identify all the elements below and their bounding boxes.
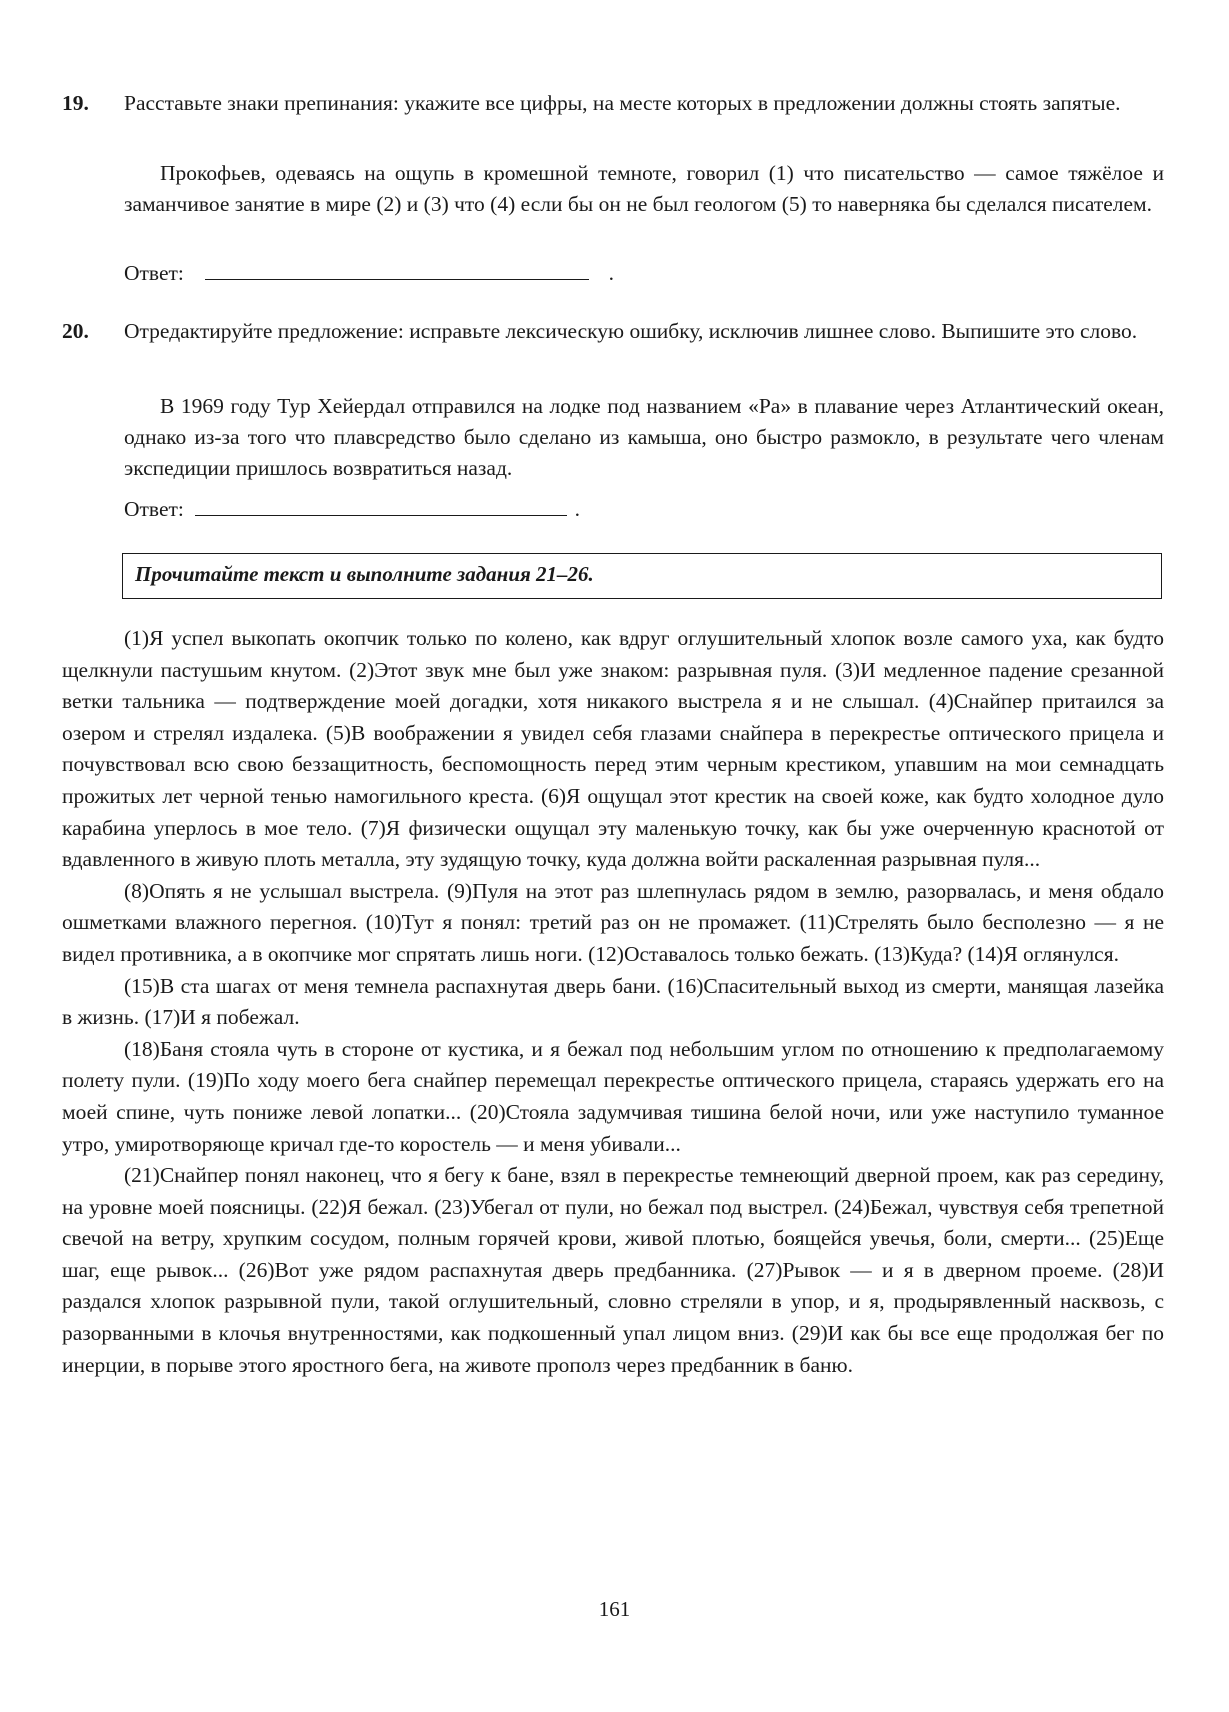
task-19-sentence: Прокофьев, одеваясь на ощупь в кромешной темноте, говорил (1) что писательство — самое тяжёлое и заманчивое занятие в мире (2) и (3) что (4) если бы он не был геологом (5) то наверняка бы сделался писателем.: [124, 161, 1164, 216]
task-19-answer-end: .: [608, 261, 614, 285]
page-number: 161: [598, 1597, 631, 1621]
task-19-answer: [124, 258, 614, 289]
task-19-number: 19.: [62, 91, 89, 115]
task-20: [62, 316, 1164, 347]
task-20-number: 20.: [62, 319, 89, 343]
reading-paragraph: (21)Снайпер понял наконец, что я бегу к бане, взял в перекрестье темнеющий дверной проем, как раз середину, на уровне моей поясницы. (22)Я бежал. (23)Убегал от пули, но бежал под выстрел. (24)Бежал, чувствуя себя трепетной свечой на ветру, хрупким сосудом, полным горячей крови, живой плотью, боящейся увечья, боли, смерти... (25)Еще шаг, еще рывок... (26)Вот уже рядом распахнутая дверь предбанника. (27)Рывок — и я в дверном проеме. (28)И раздался хлопок разрывной пули, такой оглушительный, словно стреляли в упор, и я, продырявленный насквозь, с разорванными в клочья внутренностями, как подкошенный упал лицом вниз. (29)И как бы все еще продолжая бег по инерции, в порыве этого яростного бега, на животе прополз через предбанник в баню.: [62, 1163, 1164, 1377]
task-20-sentence: В 1969 году Тур Хейердал отправился на лодке под названием «Ра» в плавание через Атлантический океан, однако из-за того что плавсредство было сделано из камыша, оно быстро размокло, в результате чего членам экспедиции пришлось возвратиться назад.: [124, 394, 1164, 480]
reading-paragraph: (1)Я успел выкопать окопчик только по колено, как вдруг оглушительный хлопок возле самого уха, как будто щелкнули пастушьим кнутом. (2)Этот звук мне был уже знаком: разрывная пуля. (3)И медленное падение срезанной ветки тальника — подтверждение моей догадки, хотя никакого выстрела я и не слышал. (4)Снайпер притаился за озером и стрелял издалека. (5)В воображении я увидел себя глазами снайпера в перекрестье оптического прицела и почувствовал всю свою беззащитность, беспомощность перед этим черным крестиком, упавшим на мои семнадцать прожитых лет черной тенью намогильного креста. (6)Я ощущал этот крестик на своей коже, как будто холодное дуло карабина уперлось в мое тело. (7)Я физически ощущал эту маленькую точку, как бы уже очерченную краснотой от вдавленного в живую плоть металла, эту зудящую точку, куда должна войти раскаленная разрывная пуля...: [62, 626, 1164, 872]
task-19-answer-label: Ответ:: [124, 261, 184, 285]
reading-paragraph: (18)Баня стояла чуть в стороне от кустика, и я бежал под небольшим углом по отношению к предполагаемому полету пули. (19)По ходу моего бега снайпер перемещал перекрестье оптического прицела, стараясь удержать его на моей спине, чуть пониже левой лопатки... (20)Стояла задумчивая тишина белой ночи, или уже наступило туманное утро, умиротворяюще кричал где-то коростель — и меня убивали...: [62, 1036, 1164, 1156]
task-19-prompt: Расставьте знаки препинания: укажите все цифры, на месте которых в предложении должны стоять запятые.: [124, 91, 1121, 115]
reading-instruction: Прочитайте текст и выполните задания 21–26.: [122, 553, 1162, 599]
task-20-prompt: Отредактируйте предложение: исправьте лексическую ошибку, исключив лишнее слово. Выпишите это слово.: [124, 319, 1138, 343]
task-20-answer: [124, 494, 580, 525]
task-19: [62, 88, 1164, 119]
reading-paragraph: (15)В ста шагах от меня темнела распахнутая дверь бани. (16)Спасительный выход из смерти, манящая лазейка в жизнь. (17)И я побежал.: [62, 973, 1164, 1030]
task-20-answer-end: .: [574, 497, 580, 521]
reading-paragraph: (8)Опять я не услышал выстрела. (9)Пуля на этот раз шлепнулась рядом в землю, разорвалась, и меня обдало ошметками влажного перегноя. (10)Тут я понял: третий раз он не промажет. (11)Стрелять было бесполезно — я не видел противника, а в окопчике мог спрятать лишь ноги. (12)Оставалось только бежать. (13)Куда? (14)Я оглянулся.: [62, 878, 1164, 966]
task-20-answer-field[interactable]: [195, 495, 567, 516]
task-19-answer-field[interactable]: [205, 259, 589, 280]
reading-passage: [62, 623, 1164, 1381]
task-20-answer-label: Ответ:: [124, 497, 184, 521]
